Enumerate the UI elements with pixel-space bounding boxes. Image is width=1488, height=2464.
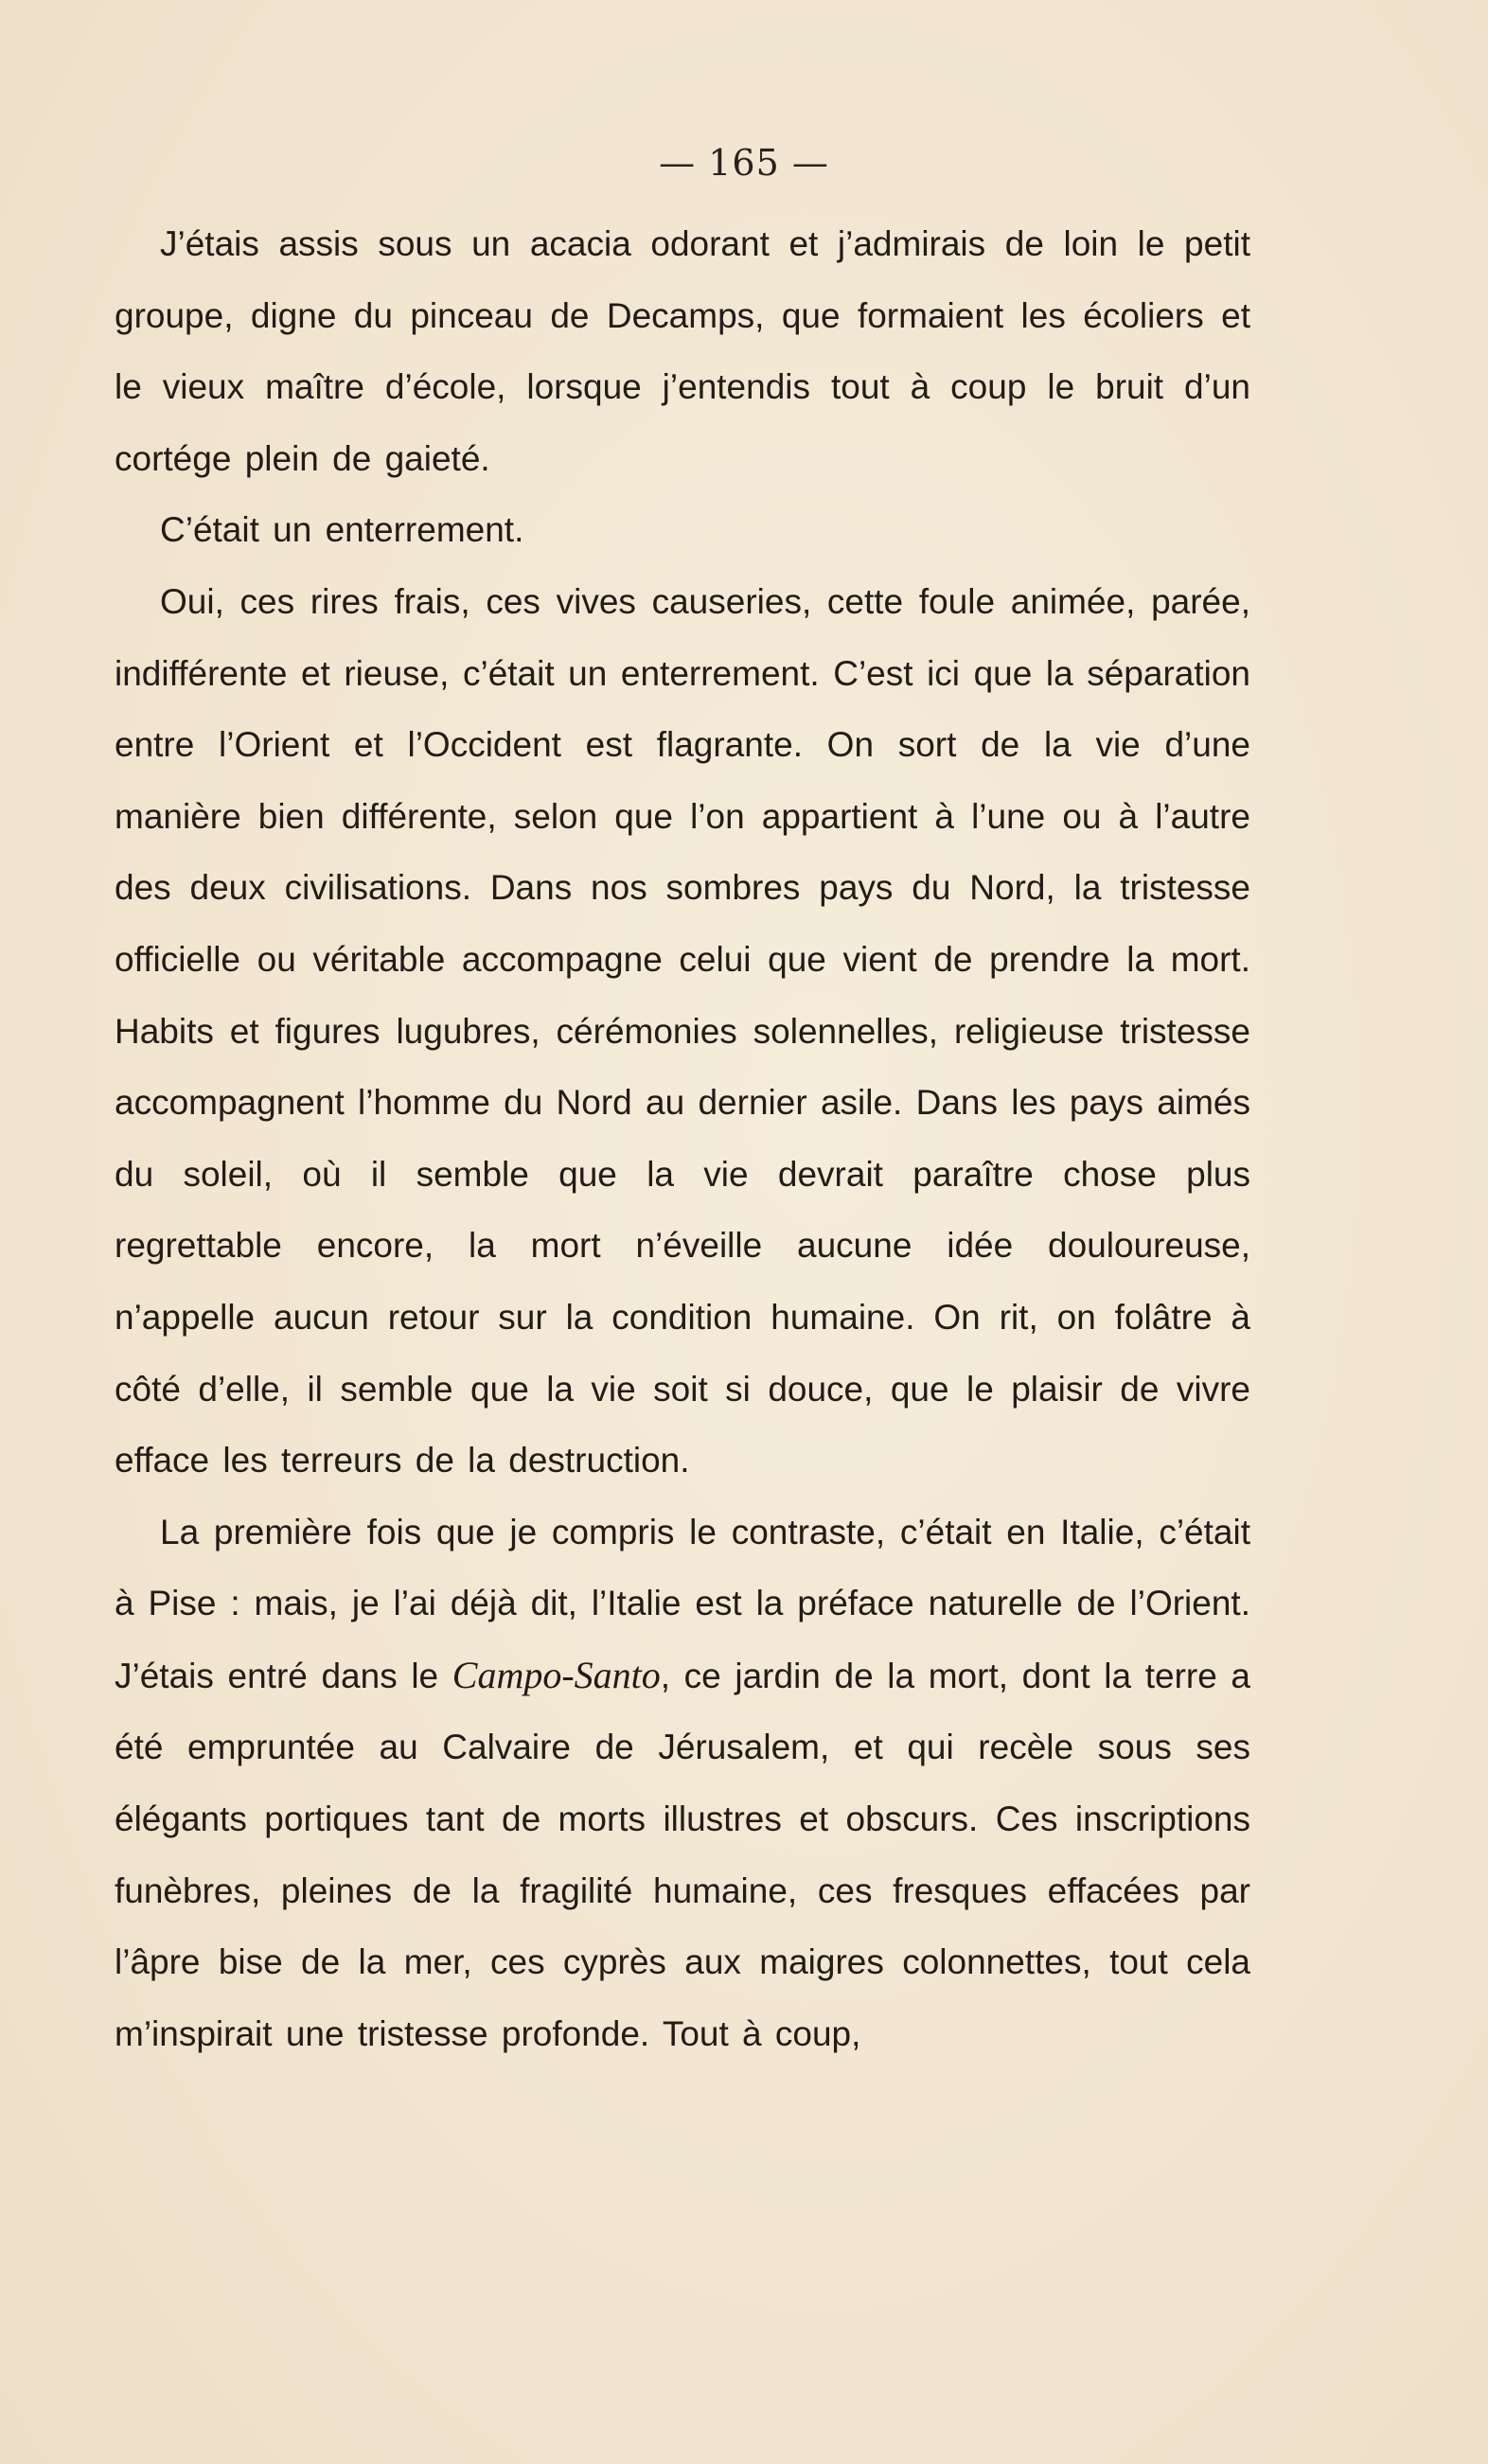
paragraph-3: Oui, ces rires frais, ces vives causeries, cette foule animée, parée, indifférente et rieuse, c’était un enterrement. C’est ici que la séparation entre l’Orient et l’Occident est flagrante. On sort de la vie d’une manière bien différente, selon que l’on appartient à l’une ou à l’autre des deux civilisations. Dans nos sombres pays du Nord, la tristesse officielle ou véritable accompagne celui que vient de prendre la mort. Habits et figures lugubres, cérémonies solennelles, religieuse tristesse accompagnent l’homme du Nord au dernier asile. Dans les pays aimés du soleil, où il semble que la vie devrait paraître chose plus regrettable encore, la mort n’éveille aucune idée douloureuse, n’appelle aucun retour sur la condition humaine. On rit, on folâtre à côté d’elle, il semble que la vie soit si douce, que le plaisir de vivre efface les terreurs de la destruction. [115, 581, 1250, 1480]
paragraph-4-start: La première fois que je compris le contraste, c’était en Italie, c’était à Pise : mais, je l’ai déjà dit, l’Italie est la préface naturelle de l’Orient. J’étais entré dans le [115, 1512, 1250, 1695]
paragraph-2: C’était un enterrement. [160, 510, 524, 550]
page-number: — 165 — [659, 142, 829, 184]
campo-santo-italic: Campo-Santo [452, 1653, 661, 1696]
paragraph-1: J’étais assis sous un acacia odorant et j’admirais de loin le petit groupe, digne du pinceau de Decamps, que formaient les écoliers et le vieux maître d’école, lorsque j’entendis tout à coup le bruit d’un cortége plein de gaieté. [115, 224, 1250, 478]
paragraph-4-end: , ce jardin de la mort, dont la terre a été empruntée au Calvaire de Jérusalem, et qui recèle sous ses élégants portiques tant de morts illustres et obscurs. Ces inscriptions funèbres, pleines de la fragilité humaine, ces fresques effacées par l’âpre bise de la mer, ces cyprès aux maigres colonnettes, tout cela m’inspirait une tristesse profonde. Tout à coup, [115, 1656, 1250, 2053]
body-text [115, 208, 1250, 2069]
paragraph-4 [115, 1497, 1250, 2070]
